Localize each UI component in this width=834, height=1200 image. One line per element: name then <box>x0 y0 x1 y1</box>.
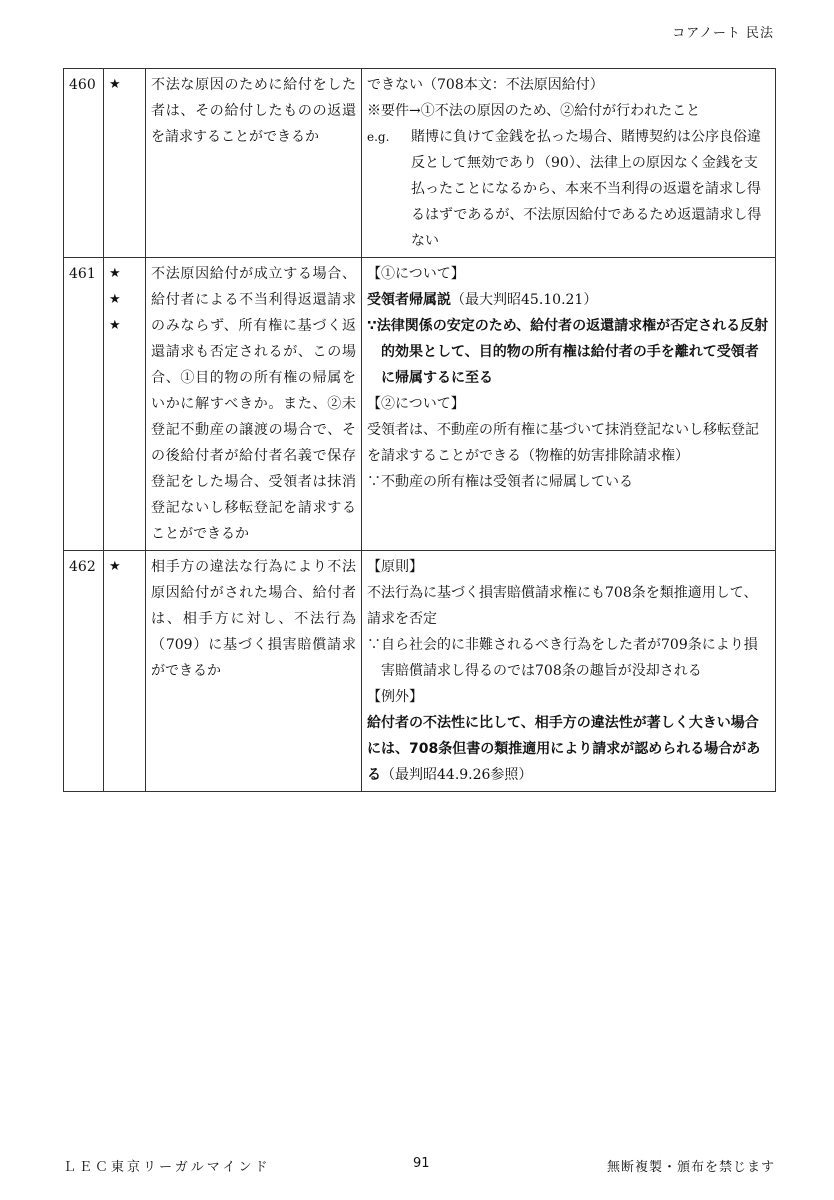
question-text: 不法な原因のために給付をした者は、その給付したものの返還を請求することができるか <box>146 69 362 258</box>
table-row <box>64 551 776 792</box>
question-text: 不法原因給付が成立する場合、給付者による不当利得返還請求のみならず、所有権に基づく返還請求も否定されるが、この場合、①目的物の所有権の帰属をいかに解すべきか。また、②未登記不動産の譲渡の場合で、その後給付者が給付者名義で保存登記をした場合、受領者は抹消登記ないし移転登記を請求することができるか <box>146 258 362 551</box>
question-number: 462 <box>64 551 104 792</box>
case-citation: （最大判昭45.10.21） <box>451 292 598 308</box>
star-icon: ★ <box>109 318 121 333</box>
exception-bold: 給付者の不法性に比して、相手方の違法性が著しく大きい場合には、708条但書の類推適用により請求が認められる場合がある <box>367 715 761 783</box>
answer-requirements: ※要件→①不法の原因のため、②給付が行われたこと <box>367 103 701 119</box>
importance-stars <box>104 551 146 792</box>
answer-cell <box>362 551 776 792</box>
answer-text: 不法行為に基づく損害賠償請求権にも708条を類推適用して、請求を否定 <box>367 585 758 627</box>
section-heading: 【例外】 <box>367 689 423 705</box>
page-number: 91 <box>413 1156 430 1171</box>
answer-text: 受領者は、不動産の所有権に基づいて抹消登記ないし移転登記を請求することができる（物権的妨害排除請求権） <box>367 422 759 464</box>
theory-line <box>367 287 770 313</box>
answer-conclusion: できない（708本文：不法原因給付） <box>367 77 604 93</box>
question-number: 460 <box>64 69 104 258</box>
page-header-title: コアノート 民法 <box>672 26 774 41</box>
publisher-name: ＬＥＣ東京リーガルマインド <box>63 1160 271 1175</box>
star-icon: ★ <box>109 266 121 281</box>
answer-cell <box>362 258 776 551</box>
case-citation: （最判昭44.9.26参照） <box>381 767 533 783</box>
star-icon: ★ <box>109 292 121 307</box>
qa-table <box>63 68 776 792</box>
star-icon: ★ <box>109 559 121 574</box>
copyright-notice: 無断複製・頒布を禁じます <box>606 1160 775 1175</box>
table-row <box>64 258 776 551</box>
exception-text <box>367 710 770 788</box>
importance-stars <box>104 69 146 258</box>
reason-text: ∵自ら社会的に非難されるべき行為をした者が709条により損害賠償請求し得るのでは708条の趣旨が没却される <box>367 637 758 679</box>
importance-stars <box>104 258 146 551</box>
table-row <box>64 69 776 258</box>
theory-name: 受領者帰属説 <box>367 292 451 308</box>
answer-cell <box>362 69 776 258</box>
section-heading: 【原則】 <box>367 559 423 575</box>
question-text: 相手方の違法な行為により不法原因給付がされた場合、給付者は、相手方に対し、不法行為（709）に基づく損害賠償請求ができるか <box>146 551 362 792</box>
page-footer <box>63 1156 775 1176</box>
section-heading: 【②について】 <box>367 396 465 412</box>
star-icon: ★ <box>109 77 121 92</box>
reason-text: ∵法律関係の安定のため、給付者の返還請求権が否定される反射的効果として、目的物の所有権は給付者の手を離れて受領者に帰属するに至る <box>367 318 769 386</box>
section-heading: 【①について】 <box>367 266 465 282</box>
reason-text: ∵不動産の所有権は受領者に帰属している <box>367 474 633 490</box>
question-number: 461 <box>64 258 104 551</box>
example-text: 賭博に負けて金銭を払った場合、賭博契約は公序良俗違反として無効であり（90）、法律上の原因なく金銭を支払ったことになるから、本来不当利得の返還を請求し得るはずであるが、不法原因給付であるため返還請求し得ない <box>411 129 762 249</box>
example-block <box>367 124 770 254</box>
example-label: e.g. <box>367 130 390 144</box>
